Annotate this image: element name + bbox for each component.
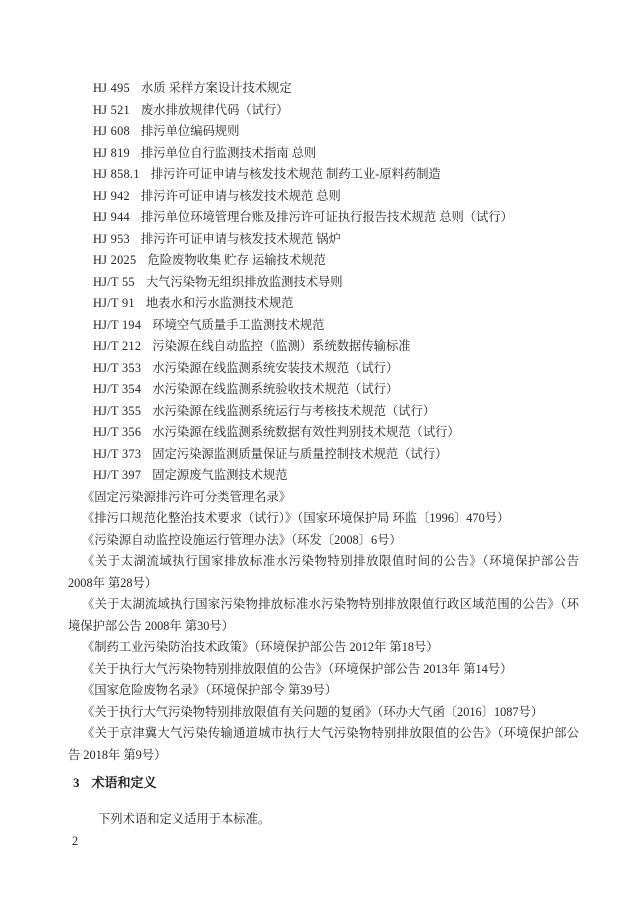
standard-code: HJ/T 354: [93, 382, 142, 396]
standard-code: HJ/T 212: [93, 339, 142, 353]
standard-code: HJ 521: [93, 102, 130, 117]
standard-code: HJ/T 356: [93, 425, 142, 439]
standard-title: 水污染源在线监测系统安装技术规范（试行）: [152, 360, 399, 375]
standard-title: 水污染源在线监测系统运行与考核技术规范（试行）: [152, 403, 436, 418]
standard-title: 排污单位环境管理台账及排污许可证执行报告技术规范 总则（试行）: [141, 210, 513, 224]
reference-document: 《关于太湖流域执行国家排放标准水污染物特别排放限值时间的公告》（环境保护部公告 2008年 第28号）: [68, 554, 579, 590]
standard-code: HJ/T 91: [93, 296, 135, 310]
standard-title: 固定污染源监测质量保证与质量控制技术规范（试行）: [152, 446, 448, 461]
reference-document: 《关于执行大气污染物特别排放限值有关问题的复函》（环办大气函〔2016〕1087号）: [82, 704, 544, 719]
standard-item: [68, 444, 579, 466]
standard-item: [68, 143, 579, 165]
standard-code: HJ/T 373: [93, 446, 142, 461]
reference-document: 《关于执行大气污染物特别排放限值的公告》（环境保护部公告 2013年 第14号）: [82, 661, 513, 676]
standard-title: 排污许可证申请与核发技术规范 锅炉: [141, 231, 341, 246]
standard-item: [68, 336, 579, 358]
section-title: 术语和定义: [91, 775, 157, 790]
standard-title: 排污许可证申请与核发技术规范 制药工业-原料药制造: [150, 167, 441, 181]
standard-code: HJ 819: [93, 145, 130, 160]
standard-title: 地表水和污水监测技术规范: [145, 296, 294, 310]
standard-item: [68, 121, 579, 143]
reference-document: 《固定污染源排污许可分类管理名录》: [82, 489, 292, 504]
reference-document: 《制药工业污染防治技术政策》（环境保护部公告 2012年 第18号）: [82, 640, 439, 654]
standard-code: HJ/T 55: [93, 274, 135, 289]
standard-title: 水质 采样方案设计技术规定: [141, 81, 292, 95]
standard-code: HJ 2025: [93, 253, 137, 267]
standard-item: [68, 229, 579, 251]
standard-item: [68, 358, 579, 380]
standard-code: HJ 495: [93, 81, 130, 95]
standard-code: HJ 858.1: [93, 167, 140, 181]
standard-item: [68, 315, 579, 337]
standard-title: 污染源在线自动监控（监测）系统数据传输标准: [152, 339, 411, 353]
standard-item: [68, 422, 579, 444]
standard-title: 排污单位编码规则: [141, 124, 240, 138]
reference-document: 《国家危险废物名录》（环境保护部令 第39号）: [82, 683, 338, 697]
standard-title: 水污染源在线监测系统验收技术规范（试行）: [152, 382, 399, 396]
standard-code: HJ/T 355: [93, 403, 142, 418]
standard-item: [68, 186, 579, 208]
standard-code: HJ 944: [93, 210, 130, 224]
reference-document: 《关于京津冀大气污染传输通道城市执行大气污染物特别排放限值的公告》（环境保护部公告 2018年 第9号）: [68, 726, 579, 762]
standard-title: 水污染源在线监测系统数据有效性判别技术规范（试行）: [152, 425, 460, 439]
standard-title: 排污单位自行监测技术指南 总则: [141, 145, 317, 160]
standard-item: [68, 78, 579, 100]
standard-item: [68, 207, 579, 229]
standard-code: HJ 953: [93, 231, 130, 246]
standard-item: [68, 164, 579, 186]
reference-document: 《排污口规范化整治技术要求（试行）》（国家环境保护局 环监〔1996〕470号）: [82, 511, 510, 525]
standard-code: HJ/T 397: [93, 468, 142, 482]
section-intro-paragraph: 下列术语和定义适用于本标准。: [98, 811, 271, 826]
standards-reference-list: [68, 78, 579, 487]
standard-title: 废水排放规律代码（试行）: [141, 102, 289, 117]
section-number: 3: [73, 775, 80, 790]
standard-title: 危险废物收集 贮存 运输技术规范: [147, 253, 326, 267]
page-content: [68, 78, 579, 830]
standard-code: HJ 608: [93, 124, 130, 138]
standard-code: HJ 942: [93, 188, 130, 203]
standard-title: 固定源废气监测技术规范: [152, 468, 288, 482]
standard-title: 大气污染物无组织排放监测技术导则: [145, 274, 343, 289]
standard-title: 排污许可证申请与核发技术规范 总则: [141, 188, 341, 203]
section-heading: [73, 772, 579, 794]
standard-item: [68, 465, 579, 487]
documents-reference-list: [68, 487, 579, 767]
standard-item: [68, 293, 579, 315]
reference-document: 《关于太湖流域执行国家污染物排放标准水污染物特别排放限值行政区域范围的公告》（环境保护部公告 2008年 第30号）: [68, 597, 579, 633]
standard-item: [68, 401, 579, 423]
standard-item: [68, 100, 579, 122]
reference-document: 《污染源自动监控设施运行管理办法》（环发〔2008〕6号）: [82, 532, 402, 547]
standard-item: [68, 379, 579, 401]
standard-item: [68, 272, 579, 294]
standard-code: HJ/T 194: [93, 317, 142, 332]
standard-code: HJ/T 353: [93, 360, 142, 375]
standard-item: [68, 250, 579, 272]
standard-title: 环境空气质量手工监测技术规范: [152, 317, 325, 332]
page-number: 2: [72, 834, 79, 848]
